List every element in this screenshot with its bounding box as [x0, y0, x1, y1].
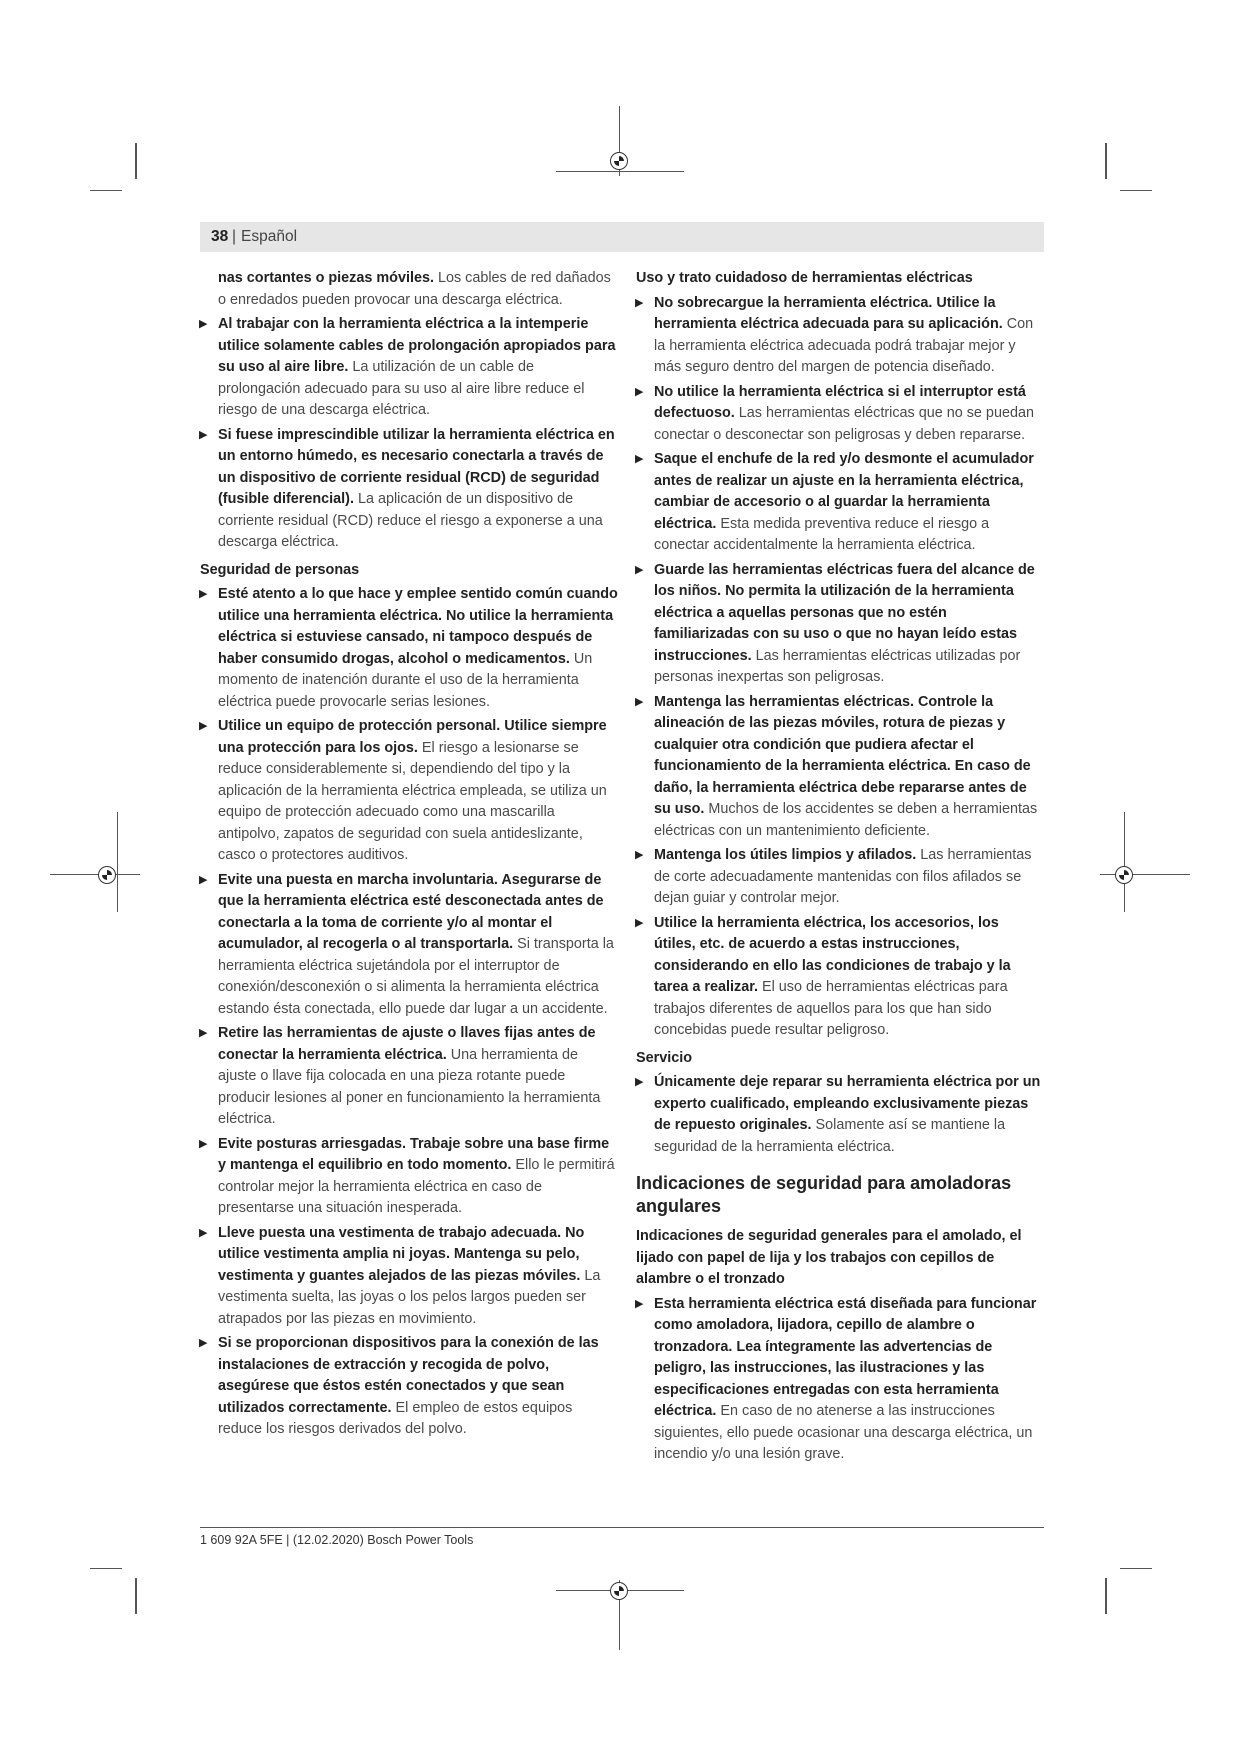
bullet-triangle-icon: ▶: [635, 916, 644, 929]
bullet-item: [636, 913, 1044, 1042]
bullet-bold-text: Si se proporcionan dispositivos para la conexión de las instalaciones de extracción y recogida de polvo, asegúrese que éstos estén conectados y que sean utilizados correctamente.: [218, 1335, 599, 1416]
bullet-body-text: Un momento de inatención durante el uso de la herramienta eléctrica puede provocarle serias lesiones.: [218, 650, 593, 710]
bullet-item: [200, 1023, 620, 1131]
bullet-bold-text: Lleve puesta una vestimenta de trabajo adecuada. No utilice vestimenta amplia ni joyas. Mantenga su pelo, vestimenta y guantes alejados de las piezas móviles.: [218, 1224, 585, 1284]
left-column: [200, 268, 620, 1444]
crop-mark: [1105, 143, 1107, 179]
bullet-item: [636, 1072, 1044, 1158]
bullet-triangle-icon: ▶: [199, 318, 208, 330]
intro-paragraph: nas cortantes o piezas móviles. Los cables de red dañados o enredados pueden provocar una descarga eléctrica.: [218, 270, 611, 308]
bullet-body-text: Las herramientas eléctricas que no se puedan conectar o desconectar son peligrosas y deben repararse.: [654, 405, 1034, 443]
bullet-bold-text: Esté atento a lo que hace y emplee sentido común cuando utilice una herramienta eléctrica. No utilice la herramienta eléctrica si estuviese cansado, ni tampoco después de haber consumido drogas, alcohol o medicamentos.: [218, 586, 618, 667]
bullet-item: [200, 584, 620, 713]
bullet-item: [636, 293, 1044, 379]
bullet-triangle-icon: ▶: [635, 1076, 644, 1088]
bullet-item: [636, 449, 1044, 557]
bullet-bold-text: Si fuese imprescindible utilizar la herramienta eléctrica en un entorno húmedo, es necesario conectarla a través de un dispositivo de corriente residual (RCD) de seguridad (fusible diferencial).: [218, 426, 615, 507]
subheading: Indicaciones de seguridad generales para el amolado, el lijado con papel de lija y los trabajos con cepillos de alambre o el tronzado: [636, 1228, 1022, 1287]
bullet-triangle-icon: ▶: [199, 1337, 208, 1349]
footer-text: 1 609 92A 5FE | (12.02.2020) Bosch Power Tools: [200, 1533, 474, 1547]
registration-target-icon: [610, 152, 628, 170]
left-bullet-list-2: [200, 584, 620, 1441]
registration-line: [1100, 874, 1190, 875]
bullet-bold-text: Utilice un equipo de protección personal. Utilice siempre una protección para los ojos.: [218, 718, 607, 756]
section-heading-personas: Seguridad de personas: [200, 561, 360, 578]
page-header: [200, 222, 1044, 252]
section-heading-servicio: Servicio: [636, 1049, 692, 1066]
bullet-triangle-icon: ▶: [199, 720, 208, 732]
crop-mark: [1120, 190, 1152, 191]
bullet-item: [636, 1294, 1044, 1466]
footer-divider: [200, 1527, 1044, 1528]
registration-line: [556, 171, 684, 172]
bullet-body-text: Si transporta la herramienta eléctrica sujetándola por el interruptor de conexión/desconexión o si alimenta la herramienta eléctrica estando ésta conectada, ello puede dar lugar a un accidente.: [218, 936, 614, 1017]
bullet-body-text: La vestimenta suelta, las joyas o los pelos largos pueden ser atrapados por las piezas en movimiento.: [218, 1267, 601, 1327]
chapter-heading: Indicaciones de seguridad para amoladoras angulares: [636, 1173, 1012, 1216]
right-column: [636, 268, 1044, 1469]
bullet-item: [200, 314, 620, 422]
bullet-body-text: Solamente así se mantiene la seguridad de la herramienta eléctrica.: [654, 1117, 1006, 1155]
bullet-item: [636, 560, 1044, 689]
bullet-body-text: La aplicación de un dispositivo de corriente residual (RCD) reduce el riesgo a exponerse a una descarga eléctrica.: [218, 491, 603, 550]
crop-mark: [135, 143, 137, 179]
crop-mark: [1120, 1568, 1152, 1569]
bullet-body-text: Esta medida preventiva reduce el riesgo a conectar accidentalmente la herramienta eléctrica.: [654, 515, 990, 553]
bullet-item: [200, 716, 620, 867]
header-separator: |: [232, 228, 237, 245]
bullet-bold-text: Mantenga las herramientas eléctricas. Controle la alineación de las piezas móviles, rotura de piezas y cualquier otra condición que pudiera afectar el funcionamiento de la herramienta eléctrica. En caso de daño, la herramienta eléctrica debe repararse antes de su uso.: [654, 693, 1031, 817]
registration-line: [117, 812, 118, 912]
bullet-body-text: Las herramientas eléctricas utilizadas por personas inexpertas son peligrosas.: [654, 647, 1021, 685]
bullet-triangle-icon: ▶: [199, 1226, 208, 1239]
bullet-bold-text: Evite posturas arriesgadas. Trabaje sobre una base firme y mantenga el equilibrio en todo momento.: [218, 1135, 610, 1173]
bullet-item: [200, 425, 620, 554]
bullet-triangle-icon: ▶: [199, 1137, 208, 1150]
bullet-triangle-icon: ▶: [635, 1297, 644, 1310]
bullet-body-text: Ello le permitirá controlar mejor la herramienta eléctrica en caso de presentarse una situación inesperada.: [218, 1157, 615, 1216]
bullet-bold-text: Evite una puesta en marcha involuntaria. Asegurarse de que la herramienta eléctrica esté desconectada antes de conectarla a la toma de corriente y/o al montar el acumulador, al recogerla o al transportarla.: [218, 871, 604, 952]
right-bullet-list-2: [636, 1072, 1044, 1158]
bullet-bold-text: No utilice la herramienta eléctrica si el interruptor está defectuoso.: [654, 383, 1026, 421]
bullet-body-text: Las herramientas de corte adecuadamente mantenidas con filos afilados se dejan guiar y controlar mejor.: [654, 847, 1032, 906]
crop-mark: [135, 1578, 137, 1614]
bullet-item: [636, 845, 1044, 910]
bullet-triangle-icon: ▶: [635, 695, 644, 708]
header-language: Español: [241, 228, 298, 245]
bullet-triangle-icon: ▶: [199, 1027, 208, 1039]
registration-target-icon: [98, 866, 116, 884]
bullet-body-text: Muchos de los accidentes se deben a herramientas eléctricas con un mantenimiento deficiente.: [654, 801, 1038, 839]
bullet-item: [200, 870, 620, 1021]
bullet-body-text: El riesgo a lesionarse se reduce considerablemente si, dependiendo del tipo y la aplicación de la herramienta eléctrica empleada, se utiliza un equipo de protección adecuado como una mascarilla antipolvo, zapatos de seguridad con suela antideslizante, casco o protectores auditivos.: [218, 739, 607, 863]
bullet-item: [200, 1134, 620, 1220]
bullet-bold-text: Guarde las herramientas eléctricas fuera del alcance de los niños. No permita la utilización de la herramienta eléctrica a aquellas personas que no estén familiarizadas con su uso o que no hayan leído estas instrucciones.: [654, 561, 1035, 664]
bullet-bold-text: Retire las herramientas de ajuste o llaves fijas antes de conectar la herramienta eléctrica.: [218, 1025, 596, 1063]
left-bullet-list-1: [200, 314, 620, 554]
bullet-bold-text: Utilice la herramienta eléctrica, los accesorios, los útiles, etc. de acuerdo a estas instrucciones, considerando en ello las condiciones de trabajo y la tarea a realizar.: [654, 914, 1011, 995]
bullet-bold-text: Esta herramienta eléctrica está diseñada para funcionar como amoladora, lijadora, cepillo de alambre o tronzadora. Lea íntegramente las advertencias de peligro, las instrucciones, las ilustraciones y las especificaciones entregadas con esta herramienta eléctrica.: [654, 1295, 1037, 1419]
bullet-triangle-icon: ▶: [635, 453, 644, 465]
bullet-bold-text: No sobrecargue la herramienta eléctrica. Utilice la herramienta eléctrica adecuada para su aplicación.: [654, 294, 1003, 332]
bullet-triangle-icon: ▶: [635, 296, 644, 309]
right-bullet-list-1: [636, 293, 1044, 1042]
bullet-body-text: La utilización de un cable de prolongación adecuado para su uso al aire libre reduce el riesgo de una descarga eléctrica.: [218, 359, 585, 418]
bullet-triangle-icon: ▶: [635, 563, 644, 576]
right-bullet-list-3: [636, 1294, 1044, 1466]
page-number: 38: [211, 228, 229, 245]
bullet-item: [200, 1333, 620, 1441]
bullet-body-text: El uso de herramientas eléctricas para trabajos diferentes de aquellos para los que han sido concebidas puede resultar peligroso.: [654, 979, 1008, 1038]
bullet-triangle-icon: ▶: [199, 873, 208, 886]
bullet-bold-text: Al trabajar con la herramienta eléctrica a la intemperie utilice solamente cables de prolongación apropiados para su uso al aire libre.: [218, 316, 616, 375]
bullet-item: [636, 382, 1044, 447]
registration-line: [50, 874, 140, 875]
bullet-bold-text: Únicamente deje reparar su herramienta eléctrica por un experto cualificado, empleando exclusivamente piezas de repuesto originales.: [654, 1074, 1041, 1133]
bullet-triangle-icon: ▶: [199, 428, 208, 441]
crop-mark: [1105, 1578, 1107, 1614]
bullet-item: [636, 692, 1044, 843]
registration-line: [1124, 812, 1125, 912]
bullet-body-text: Con la herramienta eléctrica adecuada podrá trabajar mejor y más seguro dentro del margen de potencia diseñado.: [654, 316, 1034, 375]
registration-target-icon: [1115, 866, 1133, 884]
bullet-bold-text: Mantenga los útiles limpios y afilados.: [654, 847, 917, 863]
section-heading-uso: Uso y trato cuidadoso de herramientas eléctricas: [636, 270, 973, 286]
bullet-triangle-icon: ▶: [635, 849, 644, 861]
registration-target-icon: [610, 1582, 628, 1600]
bullet-triangle-icon: ▶: [199, 588, 208, 600]
crop-mark: [90, 1568, 122, 1569]
bullet-item: [200, 1223, 620, 1331]
bullet-triangle-icon: ▶: [635, 385, 644, 398]
bullet-body-text: En caso de no atenerse a las instrucciones siguientes, ello puede ocasionar una descarga eléctrica, un incendio y/o una lesión grave.: [654, 1403, 1033, 1462]
bullet-bold-text: Saque el enchufe de la red y/o desmonte el acumulador antes de realizar un ajuste en la herramienta eléctrica, cambiar de accesorio o al guardar la herramienta eléctrica.: [654, 451, 1034, 532]
crop-mark: [90, 190, 122, 191]
bullet-body-text: Una herramienta de ajuste o llave fija colocada en una pieza rotante puede producir lesiones al poner en funcionamiento la herramienta eléctrica.: [218, 1046, 601, 1127]
bullet-body-text: El empleo de estos equipos reduce los riesgos derivados del polvo.: [218, 1399, 573, 1437]
